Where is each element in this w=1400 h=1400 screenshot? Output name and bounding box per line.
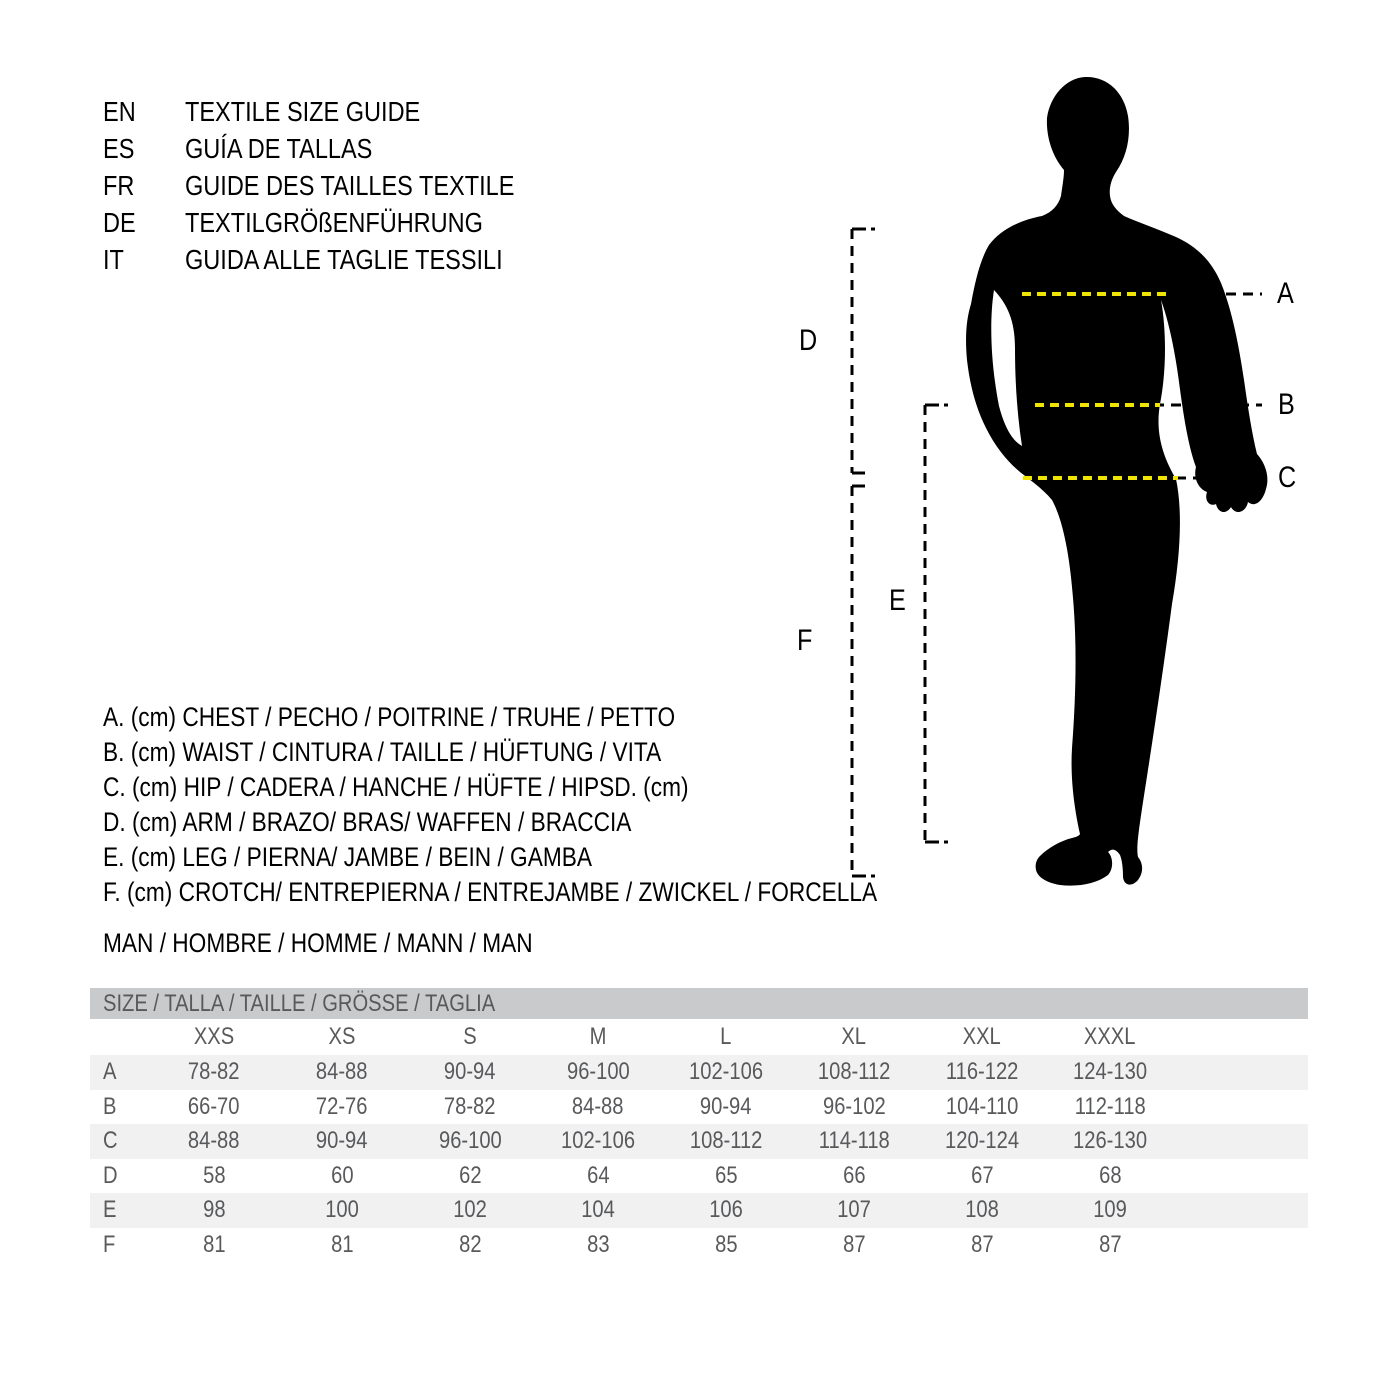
arm-measure-line (852, 229, 875, 473)
table-cell (534, 1228, 662, 1263)
crotch-label-text: F (797, 624, 813, 657)
table-cell-text: 84-88 (316, 1058, 368, 1085)
table-cell-text: 62 (458, 1161, 482, 1189)
row-filler (1174, 1055, 1308, 1090)
category-label (103, 928, 615, 958)
language-row-it (103, 241, 577, 278)
table-cell-text: 126-130 (1072, 1127, 1147, 1154)
language-row-de (103, 204, 577, 241)
table-cell (790, 1193, 918, 1228)
table-cell-text: 60 (330, 1161, 354, 1189)
chest-label-text: A (1277, 277, 1294, 310)
table-cell (790, 1159, 918, 1194)
table-cell-text: 83 (586, 1230, 610, 1258)
legend-item-text: F. (cm) CROTCH/ ENTREPIERNA / ENTREJAMBE / ZWICKEL / FORCELLA (103, 877, 878, 907)
language-row-es (103, 130, 577, 167)
legend-item-text: D. (cm) ARM / BRAZO/ BRAS/ WAFFEN / BRACCIA (103, 807, 632, 837)
size-table-corner-cell (90, 1019, 150, 1055)
table-cell-text: 124-130 (1072, 1058, 1147, 1085)
row-label (90, 1124, 150, 1159)
table-cell (918, 1055, 1046, 1090)
table-cell-text: 64 (586, 1161, 610, 1189)
size-table-filler (1174, 1019, 1308, 1055)
table-cell (534, 1124, 662, 1159)
table-cell-text: 112-118 (1074, 1092, 1146, 1120)
row-filler (1174, 1159, 1308, 1194)
size-table (90, 988, 1308, 1262)
table-cell-text: 84-88 (572, 1092, 624, 1120)
table-cell (406, 1193, 534, 1228)
hip-label-text: C (1278, 461, 1297, 494)
row-label (90, 1159, 150, 1194)
language-title-text: TEXTILE SIZE GUIDE (185, 96, 421, 127)
table-cell (150, 1193, 278, 1228)
table-cell-text: 81 (330, 1230, 354, 1258)
table-cell-text: 120-124 (944, 1127, 1019, 1154)
table-cell (790, 1228, 918, 1263)
table-cell-text: 96-100 (438, 1127, 502, 1154)
table-cell (662, 1159, 790, 1194)
table-cell (918, 1090, 1046, 1125)
row-label-text: D (103, 1161, 118, 1189)
table-cell-text: 114-118 (818, 1127, 890, 1154)
table-cell-text: 87 (1098, 1230, 1122, 1258)
table-cell (1046, 1228, 1174, 1263)
waist-label (1278, 389, 1298, 421)
language-title-text: GUIDE DES TAILLES TEXTILE (185, 170, 515, 201)
table-cell (278, 1124, 406, 1159)
table-cell (278, 1055, 406, 1090)
row-label (90, 1055, 150, 1090)
language-title (185, 167, 577, 204)
measurement-legend (103, 700, 1025, 910)
size-column-header (278, 1019, 406, 1055)
table-cell-text: 58 (202, 1161, 226, 1189)
size-column-header (662, 1019, 790, 1055)
language-code (103, 93, 185, 130)
size-column-header-text: XS (328, 1023, 356, 1050)
table-cell-text: 106 (709, 1196, 743, 1223)
size-column-header-text: M (589, 1023, 607, 1050)
row-filler (1174, 1090, 1308, 1125)
language-title-text: GUIDA ALLE TAGLIE TESSILI (185, 244, 503, 275)
table-cell-text: 78-82 (188, 1058, 240, 1085)
category-label-text: MAN / HOMBRE / HOMME / MANN / MAN (103, 928, 533, 958)
row-label-text: B (103, 1092, 117, 1120)
size-column-header (918, 1019, 1046, 1055)
legend-item (103, 840, 1025, 875)
table-cell (278, 1159, 406, 1194)
size-column-header-text: S (463, 1023, 477, 1050)
language-title-text: GUÍA DE TALLAS (185, 133, 373, 164)
table-cell (790, 1090, 918, 1125)
table-cell-text: 72-76 (316, 1092, 368, 1120)
size-column-header-text: XXL (962, 1023, 1002, 1050)
language-code-text: EN (103, 96, 136, 127)
table-cell-text: 108-112 (817, 1058, 891, 1085)
size-table-row-d (90, 1159, 1308, 1194)
size-column-header (150, 1019, 278, 1055)
table-cell (278, 1228, 406, 1263)
row-label (90, 1228, 150, 1263)
table-cell (1046, 1193, 1174, 1228)
table-cell (534, 1193, 662, 1228)
language-code (103, 204, 185, 241)
table-cell-text: 98 (202, 1196, 226, 1223)
table-cell-text: 78-82 (444, 1092, 496, 1120)
table-cell-text: 96-100 (566, 1058, 630, 1085)
table-cell-text: 66-70 (188, 1092, 240, 1120)
size-column-header (406, 1019, 534, 1055)
table-cell-text: 66 (842, 1161, 866, 1189)
table-cell-text: 90-94 (444, 1058, 496, 1085)
size-table-title (90, 988, 1308, 1019)
table-cell (150, 1090, 278, 1125)
legend-item-text: E. (cm) LEG / PIERNA/ JAMBE / BEIN / GAMBA (103, 842, 592, 872)
table-cell (790, 1055, 918, 1090)
table-cell-text: 65 (714, 1161, 738, 1189)
table-cell-text: 81 (202, 1230, 226, 1258)
table-cell (406, 1159, 534, 1194)
language-code-text: DE (103, 207, 136, 238)
table-cell-text: 116-122 (945, 1058, 1019, 1085)
table-cell (790, 1124, 918, 1159)
size-table-row-c (90, 1124, 1308, 1159)
language-code (103, 241, 185, 278)
language-code (103, 130, 185, 167)
language-title (185, 130, 408, 167)
row-filler (1174, 1124, 1308, 1159)
language-row-fr (103, 167, 577, 204)
crotch-label (797, 625, 815, 657)
table-cell (918, 1228, 1046, 1263)
language-code-text: IT (103, 244, 124, 275)
table-cell-text: 85 (714, 1230, 738, 1258)
size-table-row-e (90, 1193, 1308, 1228)
table-cell (662, 1193, 790, 1228)
size-table-sizes-row (90, 1019, 1308, 1055)
legend-item (103, 875, 1025, 910)
language-row-en (103, 93, 577, 130)
legend-item (103, 805, 1025, 840)
leg-label-text: E (889, 584, 906, 617)
row-label-text: C (103, 1127, 118, 1154)
table-cell (1046, 1124, 1174, 1159)
row-label (90, 1090, 150, 1125)
language-code (103, 167, 185, 204)
table-cell-text: 68 (1098, 1161, 1122, 1189)
size-column-header-text: XXXL (1084, 1023, 1136, 1050)
legend-item-text: A. (cm) CHEST / PECHO / POITRINE / TRUHE / PETTO (103, 702, 676, 732)
table-cell-text: 87 (970, 1230, 994, 1258)
size-column-header-text: XL (841, 1023, 867, 1050)
row-filler (1174, 1228, 1308, 1263)
legend-item-text: B. (cm) WAIST / CINTURA / TAILLE / HÜFTUNG / VITA (103, 737, 662, 767)
table-cell (918, 1193, 1046, 1228)
arm-label (799, 325, 821, 357)
table-cell (534, 1159, 662, 1194)
language-title (185, 204, 540, 241)
table-cell (150, 1055, 278, 1090)
table-cell-text: 102-106 (688, 1058, 763, 1085)
leg-label (889, 585, 909, 617)
legend-item (103, 735, 1025, 770)
row-label-text: F (103, 1230, 116, 1258)
table-cell-text: 82 (458, 1230, 482, 1258)
table-cell-text: 104-110 (945, 1092, 1019, 1120)
size-column-header-text: XXS (193, 1023, 235, 1050)
table-cell-text: 107 (837, 1196, 871, 1223)
table-cell (406, 1228, 534, 1263)
table-cell-text: 96-102 (822, 1092, 886, 1120)
language-title (185, 241, 563, 278)
table-cell (918, 1124, 1046, 1159)
chest-label (1277, 278, 1297, 310)
row-filler (1174, 1193, 1308, 1228)
language-title-list (103, 93, 577, 278)
size-table-row-f (90, 1228, 1308, 1263)
row-label-text: A (103, 1058, 117, 1085)
table-cell-text: 108-112 (689, 1127, 763, 1154)
table-cell (1046, 1159, 1174, 1194)
table-cell-text: 67 (970, 1161, 994, 1189)
table-cell-text: 109 (1093, 1196, 1127, 1223)
table-cell-text: 102-106 (560, 1127, 635, 1154)
table-cell (278, 1193, 406, 1228)
table-cell (662, 1055, 790, 1090)
table-cell-text: 90-94 (316, 1127, 368, 1154)
size-column-header-text: L (720, 1023, 732, 1050)
size-table-body (90, 1055, 1308, 1262)
size-table-row-b (90, 1090, 1308, 1125)
size-column-header (534, 1019, 662, 1055)
size-column-header (790, 1019, 918, 1055)
table-cell (406, 1090, 534, 1125)
table-cell (662, 1090, 790, 1125)
table-cell (406, 1055, 534, 1090)
table-cell-text: 108 (965, 1196, 999, 1223)
language-code-text: ES (103, 133, 135, 164)
language-title-text: TEXTILGRÖßENFÜHRUNG (185, 207, 483, 238)
arm-label-text: D (799, 324, 818, 357)
table-cell (918, 1159, 1046, 1194)
table-cell-text: 87 (842, 1230, 866, 1258)
table-cell (406, 1124, 534, 1159)
table-cell (150, 1159, 278, 1194)
row-label-text: E (103, 1196, 117, 1223)
language-code-text: FR (103, 170, 135, 201)
table-cell (662, 1124, 790, 1159)
waist-label-text: B (1278, 388, 1295, 421)
size-table-row-a (90, 1055, 1308, 1090)
row-label (90, 1193, 150, 1228)
legend-item-text: C. (cm) HIP / CADERA / HANCHE / HÜFTE / HIPSD. (cm) (103, 772, 689, 802)
legend-item (103, 700, 1025, 735)
table-cell (150, 1228, 278, 1263)
table-cell (278, 1090, 406, 1125)
hip-label (1278, 462, 1300, 494)
table-cell (150, 1124, 278, 1159)
table-cell-text: 90-94 (700, 1092, 752, 1120)
table-cell (534, 1055, 662, 1090)
table-cell-text: 104 (581, 1196, 615, 1223)
table-cell (662, 1228, 790, 1263)
table-cell (1046, 1055, 1174, 1090)
size-table-title-text: SIZE / TALLA / TAILLE / GRÖSSE / TAGLIA (103, 990, 496, 1017)
legend-item (103, 770, 1025, 805)
language-title (185, 93, 465, 130)
table-cell-text: 100 (325, 1196, 359, 1223)
table-cell-text: 102 (453, 1196, 487, 1223)
table-cell (534, 1090, 662, 1125)
table-cell (1046, 1090, 1174, 1125)
table-cell-text: 84-88 (188, 1127, 240, 1154)
size-column-header (1046, 1019, 1174, 1055)
